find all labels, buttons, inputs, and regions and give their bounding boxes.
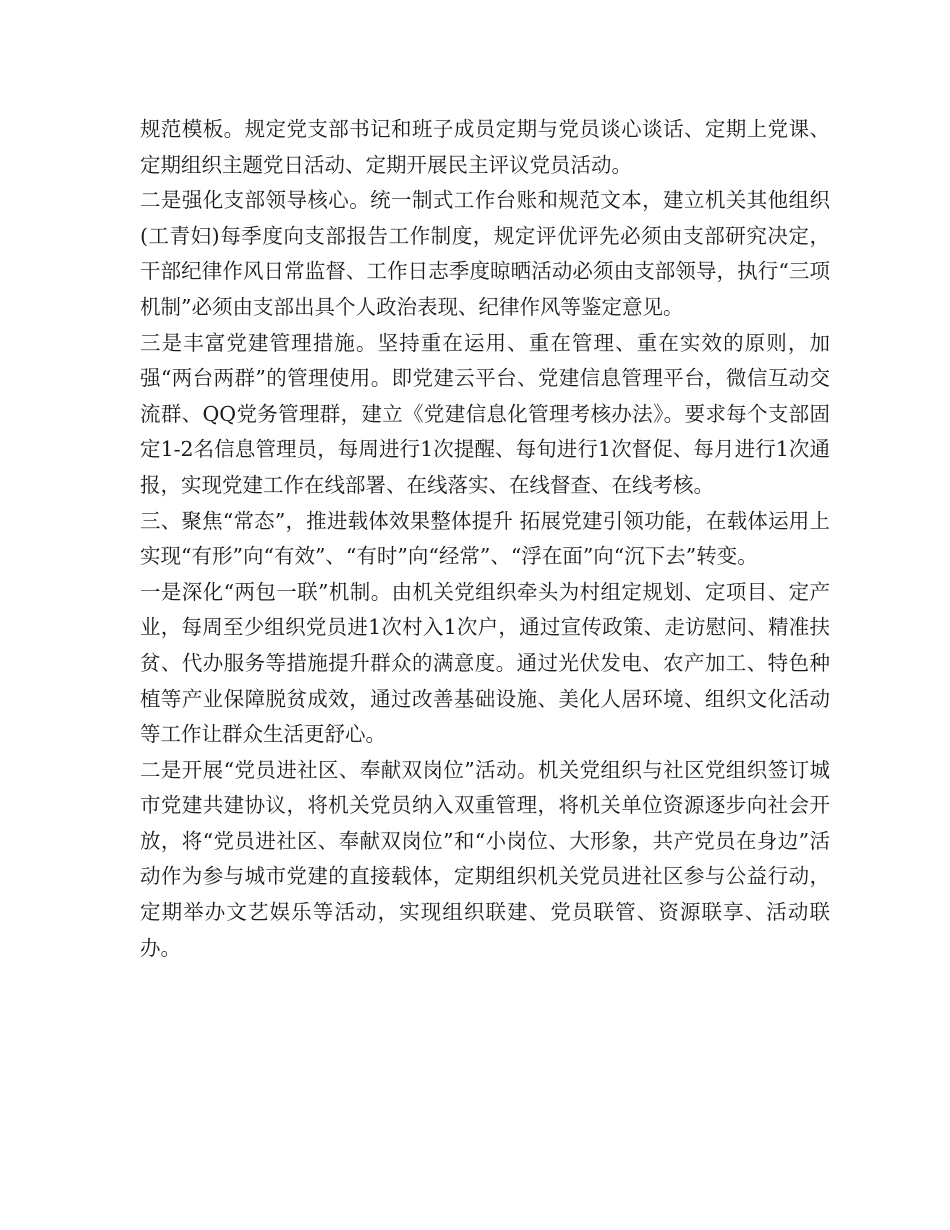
paragraph-two-packs-one-link: 一是深化“两包一联”机制。由机关党组织牵头为村组定规划、定项目、定产业，每周至少组织党员进1次村入1次户，通过宣传政策、走访慰问、精准扶贫、代办服务等措施提升群众的满意度。通过光伏发电、农产加工、特色种植等产业保障脱贫成效，通过改善基础设施、美化人居环境、组织文化活动等工作让群众生活更舒心。	[140, 579, 830, 747]
paragraph-template-norms: 规范模板。规定党支部书记和班子成员定期与党员谈心谈话、定期上党课、定期组织主题党日活动、定期开展民主评议党员活动。	[140, 117, 830, 177]
paragraph-management-measures: 三是丰富党建管理措施。坚持重在运用、重在管理、重在实效的原则，加强“两台两群”的管理使用。即党建云平台、党建信息管理平台，微信互动交流群、QQ党务管理群，建立《党建信息化管理考核办法》。要求每个支部固定1-2名信息管理员，每周进行1次提醒、每旬进行1次督促、每月进行1次通报，实现党建工作在线部署、在线落实、在线督查、在线考核。	[140, 330, 830, 497]
document-body	[140, 112, 830, 966]
section-heading-normalization: 三、聚焦“常态”，推进载体效果整体提升 拓展党建引领功能，在载体运用上实现“有形”向“有效”、“有时”向“经常”、“浮在面”向“沉下去”转变。	[140, 508, 830, 569]
paragraph-branch-leadership: 二是强化支部领导核心。统一制式工作台账和规范文本，建立机关其他组织(工青妇)每季度向支部报告工作制度，规定评优评先必须由支部研究决定，干部纪律作风日常监督、工作日志季度晾晒活动必须由支部领导，执行“三项机制”必须由支部出具个人政治表现、纪律作风等鉴定意见。	[140, 188, 830, 319]
paragraph-community-activity: 二是开展“党员进社区、奉献双岗位”活动。机关党组织与社区党组织签订城市党建共建协议，将机关党员纳入双重管理，将机关单位资源逐步向社会开放，将“党员进社区、奉献双岗位”和“小岗位、大形象，共产党员在身边”活动作为参与城市党建的直接载体，定期组织机关党员进社区参与公益行动，定期举办文艺娱乐等活动，实现组织联建、党员联管、资源联享、活动联办。	[140, 757, 830, 960]
